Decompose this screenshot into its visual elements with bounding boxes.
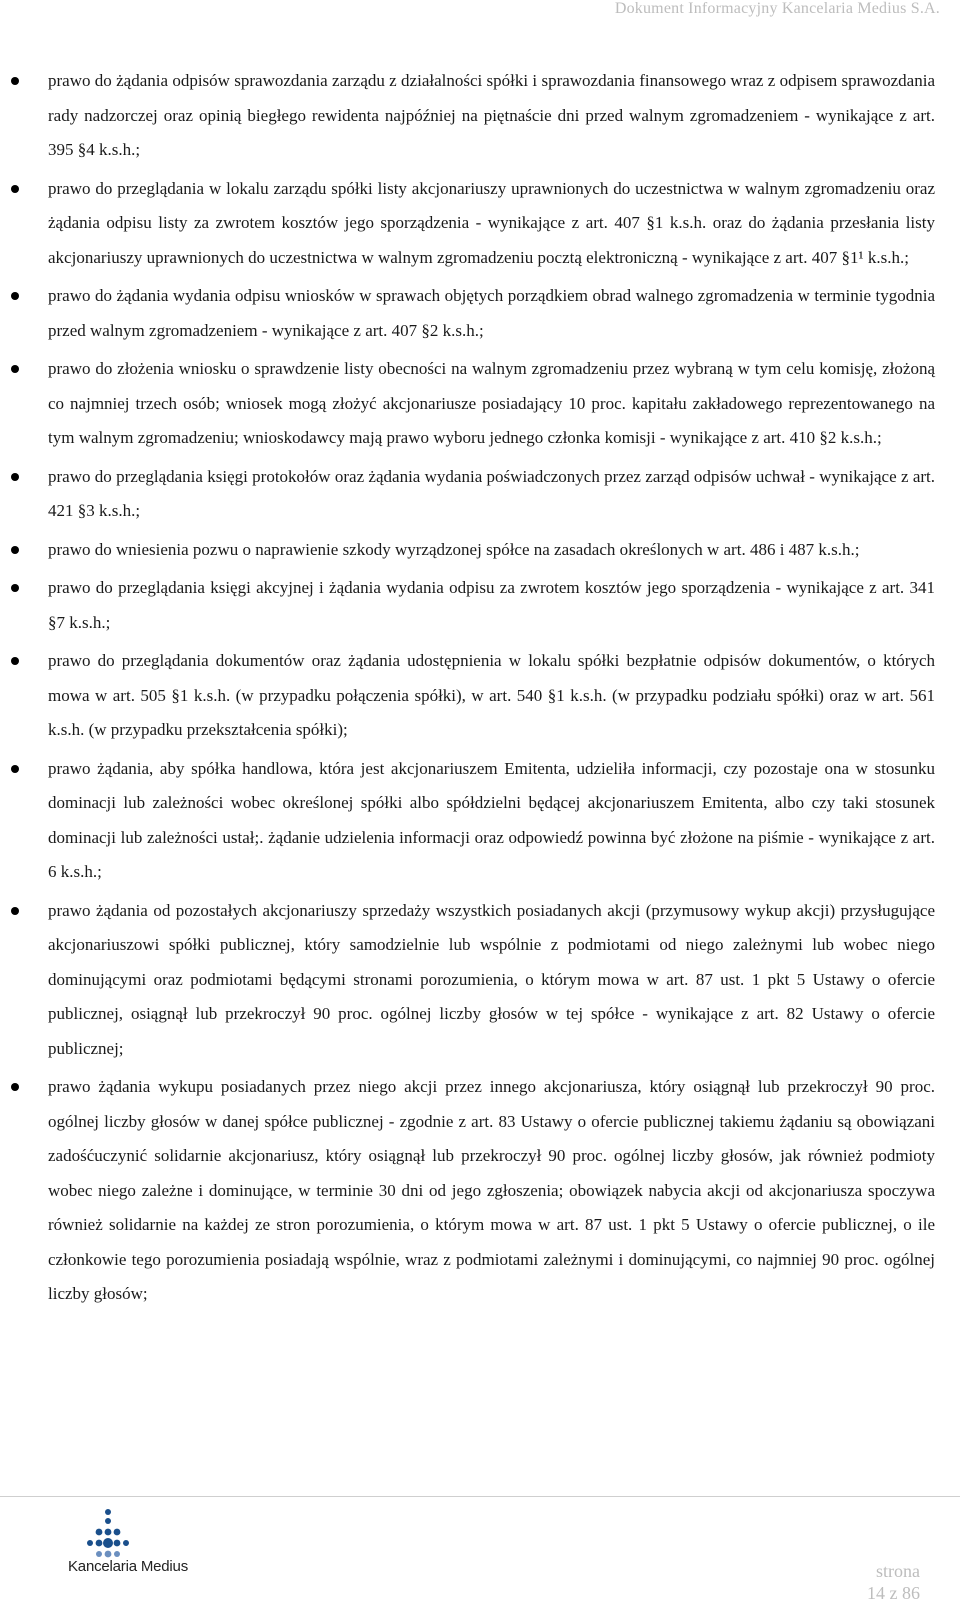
bullet-icon [11, 584, 19, 592]
list-item-text: prawo do żądania wydania odpisu wniosków w sprawach objętych porządkiem obrad walnego zgromadzenia w terminie tygodnia przed walnym zgromadzeniem - wynikające z art. 407 §2 k.s.h.; [48, 286, 935, 340]
list-item-text: prawo do złożenia wniosku o sprawdzenie listy obecności na walnym zgromadzeniu przez wybraną w tym celu komisję, złożoną co najmniej trzech osób; wniosek mogą złożyć akcjonariusze posiadający 10 proc. kapitału zakładowego reprezentowanego na tym walnym zgromadzeniu; wnioskodawcy mają prawo wyboru jednego członka komisji - wynikające z art. 410 §2 k.s.h.; [48, 359, 935, 447]
list-item-text: prawo żądania, aby spółka handlowa, która jest akcjonariuszem Emitenta, udzieliła informacji, czy pozostaje ona w stosunku dominacji lub zależności wobec określonej spółki albo spółdzielni będącej akcjonariuszem Emitenta, albo czy taki stosunek dominacji lub zależności ustał;. żądanie udzielenia informacji oraz odpowiedź powinna być złożone na piśmie - wynikające z art. 6 k.s.h.; [48, 758, 935, 881]
bullet-icon [11, 657, 19, 665]
list-item [48, 894, 935, 1067]
page-number: 14 z 86 [867, 1583, 920, 1603]
bullet-icon [11, 77, 19, 85]
rights-list [0, 64, 960, 1316]
bullet-icon [11, 907, 19, 915]
list-item-text: prawo do żądania odpisów sprawozdania zarządu z działalności spółki i sprawozdania finansowego wraz z odpisem sprawozdania rady nadzorczej oraz opinią biegłego rewidenta najpóźniej na piętnaście dni przed walnym zgromadzeniem - wynikające z art. 395 §4 k.s.h.; [48, 71, 935, 159]
logo-text: Kancelaria Medius [68, 1558, 188, 1575]
footer-divider [0, 1496, 960, 1497]
page-indicator [867, 1560, 920, 1604]
list-item [48, 533, 935, 568]
list-item [48, 460, 935, 529]
bullet-icon [11, 473, 19, 481]
list-item [48, 644, 935, 748]
bullet-icon [11, 1083, 19, 1091]
list-item [48, 64, 935, 168]
page-word: strona [876, 1561, 920, 1581]
list-item-text: prawo do przeglądania dokumentów oraz żądania udostępnienia w lokalu spółki bezpłatnie odpisów dokumentów, o których mowa w art. 505 §1 k.s.h. (w przypadku połączenia spółki), w art. 540 §1 k.s.h. (w przypadku podziału spółki) oraz w art. 561 k.s.h. (w przypadku przekształcenia spółki); [48, 651, 935, 739]
list-item [48, 172, 935, 276]
list-item [48, 571, 935, 640]
bullet-icon [11, 365, 19, 373]
bullet-icon [11, 546, 19, 554]
bullet-icon [11, 185, 19, 193]
list-item [48, 352, 935, 456]
list-item [48, 752, 935, 890]
list-item-text: prawo do przeglądania księgi protokołów oraz żądania wydania poświadczonych przez zarząd odpisów uchwał - wynikające z art. 421 §3 k.s.h.; [48, 466, 935, 520]
list-item-text: prawo do przeglądania księgi akcyjnej i żądania wydania odpisu za zwrotem kosztów jego sporządzenia - wynikające z art. 341 §7 k.s.h.; [48, 578, 935, 632]
list-item [48, 279, 935, 348]
list-item-text: prawo do wniesienia pozwu o naprawienie szkody wyrządzonej spółce na zasadach określonych w art. 486 i 487 k.s.h.; [48, 539, 860, 559]
logo-dots-icon [87, 1509, 129, 1557]
bullet-icon [11, 765, 19, 773]
bullet-icon [11, 292, 19, 300]
list-item-text: prawo żądania od pozostałych akcjonariuszy sprzedaży wszystkich posiadanych akcji (przymusowy wykup akcji) przysługujące akcjonariuszowi spółki publicznej, który samodzielnie lub wspólnie z podmiotami od niego zależnymi lub wobec niego dominującymi oraz podmiotami będącymi stronami porozumienia, o którym mowa w art. 87 ust. 1 pkt 5 Ustawy o ofercie publicznej, osiągnął lub przekroczył 90 proc. ogólnej liczby głosów w tej spółce - wynikające z art. 82 Ustawy o ofercie publicznej; [48, 900, 935, 1058]
list-item-text: prawo do przeglądania w lokalu zarządu spółki listy akcjonariuszy uprawnionych do uczestnictwa w walnym zgromadzeniu oraz żądania odpisu listy za zwrotem kosztów jego sporządzenia - wynikające z art. 407 §1 k.s.h. oraz do żądania przesłania listy akcjonariuszy uprawnionych do uczestnictwa w walnym zgromadzeniu pocztą elektroniczną - wynikające z art. 407 §1¹ k.s.h.; [48, 178, 935, 267]
list-item-text: prawo żądania wykupu posiadanych przez niego akcji przez innego akcjonariusza, który osiągnął lub przekroczył 90 proc. ogólnej liczby głosów w danej spółce publicznej - zgodnie z art. 83 Ustawy o ofercie publicznej takiemu żądaniu są obowiązani zadośćuczynić solidarnie akcjonariusz, który osiągnął lub przekroczył 90 proc. ogólnej liczby głosów, jak również podmioty wobec niego zależne i dominujące, w terminie 30 dni od jego zgłoszenia; obowiązek nabycia akcji od akcjonariusza spoczywa również solidarnie na każdej ze stron porozumienia, o którym mowa w art. 87 ust. 1 pkt 5 Ustawy o ofercie publicznej, o ile członkowie tego porozumienia posiadają wspólnie, wraz z podmiotami zależnymi i dominującymi, co najmniej 90 proc. ogólnej liczby głosów; [48, 1077, 935, 1303]
document-header: Dokument Informacyjny Kancelaria Medius S.A. [614, 0, 940, 17]
list-item [48, 1070, 935, 1312]
